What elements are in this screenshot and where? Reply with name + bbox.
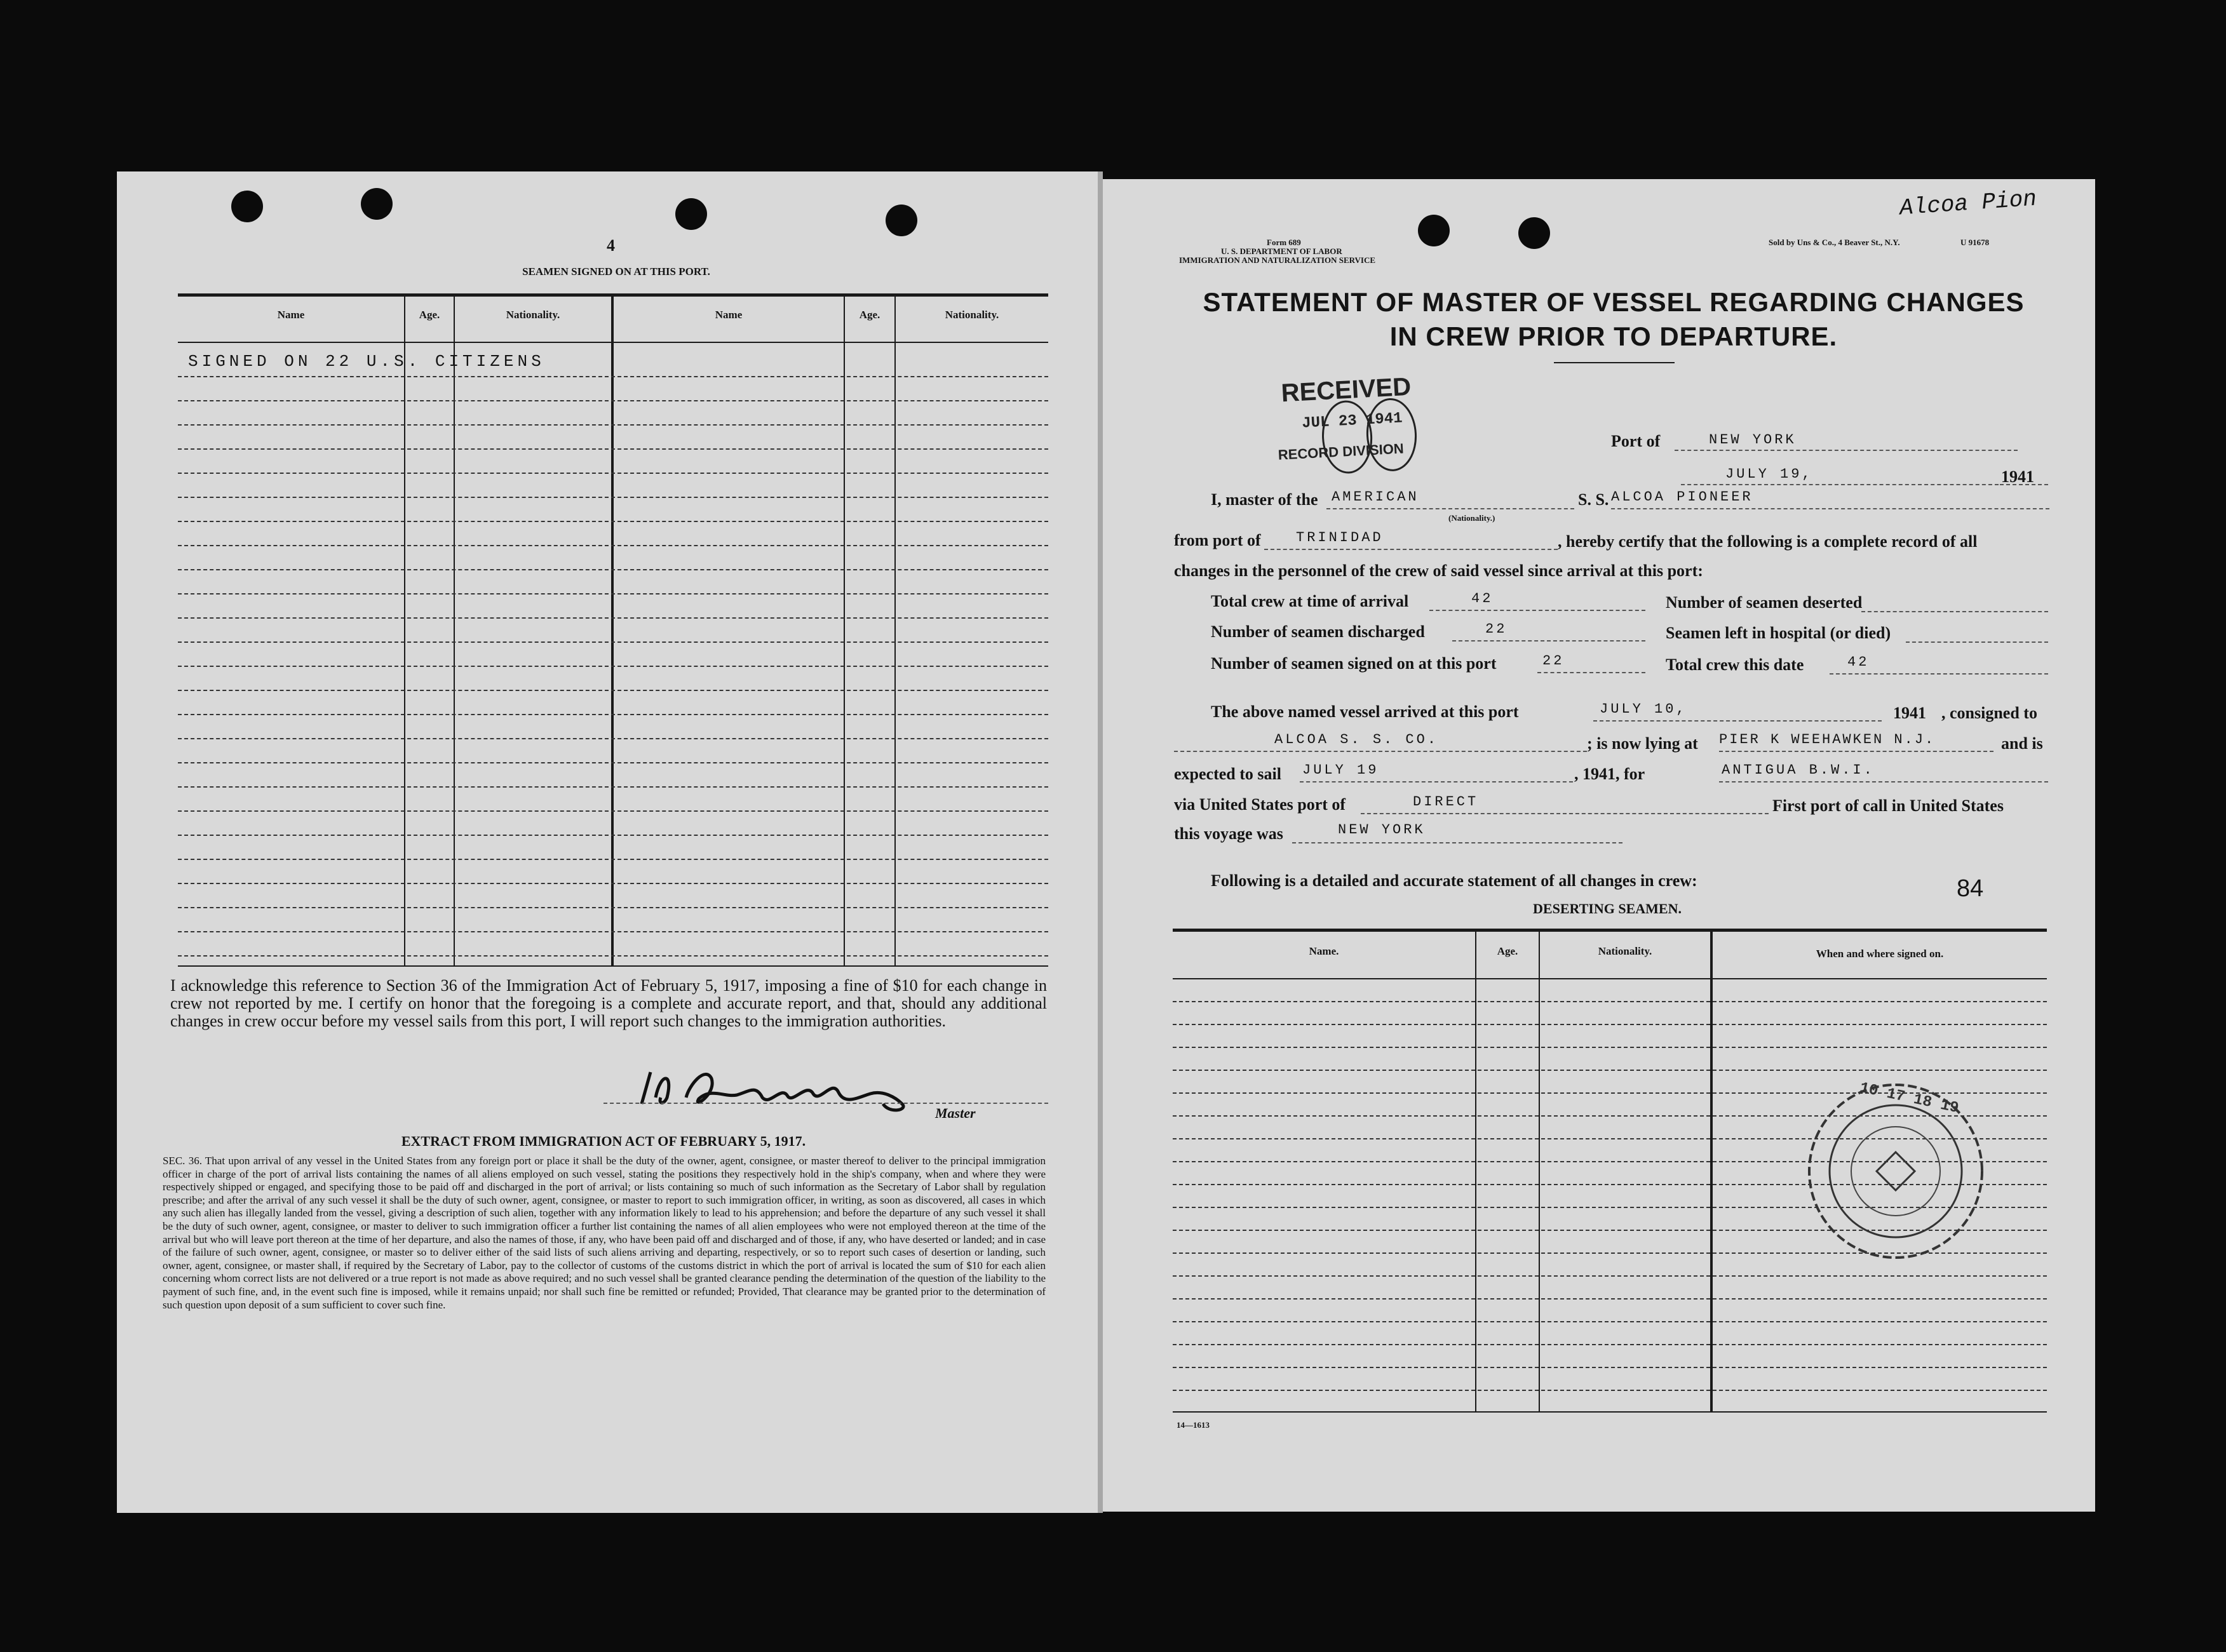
col-header-name: Name — [277, 309, 305, 321]
col-divider — [894, 296, 896, 967]
port-value: NEW YORK — [1709, 432, 1797, 448]
expected-line — [1300, 781, 1573, 782]
punch-hole — [361, 188, 393, 220]
expected-label: expected to sail — [1174, 765, 1281, 783]
vessel-line — [1611, 508, 2049, 509]
first-port-label: First port of call in United States — [1772, 796, 2004, 815]
discharged-label: Number of seamen discharged — [1211, 622, 1425, 641]
nationality-value: AMERICAN — [1332, 489, 1419, 505]
lying-label: ; is now lying at — [1587, 734, 1698, 753]
vessel-prefix: S. S. — [1578, 490, 1609, 509]
col-divider — [844, 296, 845, 967]
form-number: Form 689 — [1267, 238, 1301, 247]
department-name: U. S. DEPARTMENT OF LABOR — [1221, 246, 1342, 256]
extract-title: EXTRACT FROM IMMIGRATION ACT OF FEBRUARY 5, 1917. — [401, 1133, 806, 1149]
signed-on-entry: SIGNED ON 22 U.S. CITIZENS — [188, 352, 545, 371]
total-crew-arrival-label: Total crew at time of arrival — [1211, 592, 1409, 610]
round-date-stamp — [1800, 1076, 1991, 1266]
nationality-caption: (Nationality.) — [1448, 513, 1495, 523]
signed-on-label: Number of seamen signed on at this port — [1211, 654, 1497, 673]
changes-text: changes in the personnel of the crew of said vessel since arrival at this port: — [1174, 561, 1703, 580]
destination-value: ANTIGUA B.W.I. — [1722, 762, 1875, 778]
col-header-name: Name — [715, 309, 743, 321]
form-code: U 91678 — [1960, 238, 1990, 247]
expected-year: , 1941, for — [1574, 765, 1645, 783]
right-col-divider — [1475, 931, 1476, 1413]
voyage-label: this voyage was — [1174, 824, 1283, 843]
signed-on-value: 22 — [1542, 653, 1565, 669]
page-mark: 84 — [1957, 875, 1984, 902]
page-number: 4 — [607, 236, 615, 255]
arrived-value: JULY 10, — [1600, 701, 1687, 717]
and-is: and is — [2001, 734, 2043, 753]
extract-body: SEC. 36. That upon arrival of any vessel in the United States from any foreign port or place it shall be the duty of the owner, agent, consignee, or master thereof to deliver to the principal immigration officer in charge of the port of arrival lists containing the names of all aliens employed on such vessel, stating the positions they respectively hold in the ship's company, when and where they were respectively shipped or engaged, and specifying those to be paid off and discharged in the port of arrival; or lists containing so much of such information as the Secretary of Labor shall by regulation prescribe; and after the arrival of any such vessel it shall be the duty of such owner, agent, consignee, or master to report to such immigration officer, in writing, as soon as discovered, all cases in which any such alien has illegally landed from the vessel, giving a description of such alien, together with any information likely to lead to his apprehension; and before the departure of any such vessel it shall be the duty of such owner, agent, consignee, or master to deliver to such immigration officer a further list containing the names of all alien employees who were not employed thereon at the time of the arrival but who will leave port thereon at the time of her departure, and also the names of those, if any, who have been paid off and discharged and of those, if any, who have deserted or landed; and in case of the failure of such owner, agent, consignee, or master so to deliver either of the said lists of such aliens arriving and departing, respectively, or so to report such cases of desertion or landing, such owner, agent, consignee, or master shall, if required by the Secretary of Labor, pay to the collector of customs of the customs district in which the port of arrival is located the sum of $10 for each alien concerning whom correct lists are not delivered or a true report is not made as above required; and no such vessel shall be granted clearance pending the determination of the question of the liability to the payment of such fine, and, in the event such fine is imposed, while it remains unpaid; nor shall such fine be remitted or refunded; Provided, That clearance may be granted prior to the determination of such question upon deposit of a sum sufficient to cover such fine. — [163, 1155, 1046, 1311]
discharged-value: 22 — [1485, 621, 1508, 637]
lying-line — [1719, 751, 1993, 752]
signature-caption: Master — [935, 1105, 976, 1121]
date-year-line — [2000, 484, 2048, 485]
right-col-divider — [1710, 931, 1713, 1413]
date-line — [1681, 484, 1999, 485]
consignee-value: ALCOA S. S. CO. — [1274, 732, 1439, 748]
nationality-line — [1326, 508, 1574, 509]
port-label: Port of — [1611, 432, 1661, 450]
punch-hole — [1418, 215, 1450, 246]
right-table-top-rule — [1173, 929, 2047, 932]
arrived-label: The above named vessel arrived at this port — [1211, 702, 1519, 721]
received-stamp-division: RECORD DIVISION — [1278, 440, 1405, 463]
certify-text: , hereby certify that the following is a complete record of all — [1558, 532, 1978, 551]
lying-value: PIER K WEEHAWKEN N.J. — [1719, 732, 1936, 748]
signed-on-line — [1537, 672, 1645, 673]
col-header-age: Age. — [419, 309, 440, 321]
following-text: Following is a detailed and accurate statement of all changes in crew: — [1211, 871, 1697, 890]
total-crew-date-label: Total crew this date — [1666, 655, 1804, 674]
col-header-age: Age. — [1497, 945, 1518, 957]
voyage-line — [1292, 842, 1622, 843]
left-page — [117, 171, 1100, 1513]
received-stamp-date: JUL 23 1941 — [1301, 410, 1403, 433]
from-port-label: from port of — [1174, 531, 1261, 549]
total-crew-arrival-value: 42 — [1471, 591, 1494, 607]
deserted-line — [1861, 611, 2048, 612]
from-port-value: TRINIDAD — [1296, 530, 1384, 546]
section-title: SEAMEN SIGNED ON AT THIS PORT. — [522, 265, 710, 278]
consignee-line — [1174, 751, 1587, 752]
expected-value: JULY 19 — [1302, 762, 1379, 778]
master-label: I, master of the — [1211, 490, 1318, 509]
punch-hole — [1518, 217, 1550, 249]
hospital-label: Seamen left in hospital (or died) — [1666, 624, 1891, 642]
deserted-label: Number of seamen deserted — [1666, 593, 1863, 612]
round-stamp-text: 10 17 18 19 — [1858, 1079, 1960, 1118]
via-value: DIRECT — [1413, 794, 1479, 810]
from-port-line — [1264, 549, 1558, 550]
service-name: IMMIGRATION AND NATURALIZATION SERVICE — [1179, 255, 1376, 265]
total-crew-arrival-line — [1429, 610, 1645, 611]
printer-credit: Sold by Uns & Co., 4 Beaver St., N.Y. — [1769, 238, 1900, 247]
right-table-bottom-rule — [1173, 1411, 2047, 1413]
page-fold — [1098, 171, 1103, 1513]
punch-hole — [886, 205, 917, 236]
col-header-when-where: When and where signed on. — [1816, 948, 1944, 960]
arrived-line — [1593, 720, 1882, 722]
form-title-line-2: IN CREW PRIOR TO DEPARTURE. — [1389, 321, 1838, 351]
port-line — [1675, 450, 2018, 451]
acknowledgement-text: I acknowledge this reference to Section 36 of the Immigration Act of February 5, 1917, imposing a fine of $10 for each change in crew not reported by me. I certify on honor that the foregoing is a complete and accurate report, and that, should any additional changes in crew occur before my vessel sails from this port, I will report such changes to the immigration authorities. — [170, 976, 1047, 1030]
handwritten-note: Alcoa Pion — [1898, 185, 2038, 222]
form-title-line-1: STATEMENT OF MASTER OF VESSEL REGARDING CHANGES — [1203, 287, 2025, 317]
arrived-year: 1941 — [1893, 704, 1926, 722]
col-header-nationality: Nationality. — [506, 309, 560, 321]
total-crew-date-value: 42 — [1847, 654, 1870, 670]
date-year: 1941 — [2001, 467, 2034, 486]
col-header-nationality: Nationality. — [1598, 945, 1652, 957]
right-page — [1100, 179, 2095, 1512]
consigned-label: , consigned to — [1941, 704, 2037, 722]
voyage-value: NEW YORK — [1338, 822, 1426, 838]
right-col-divider — [1539, 931, 1540, 1413]
via-line — [1361, 813, 1769, 814]
col-header-nationality: Nationality. — [945, 309, 999, 321]
signature-line — [604, 1103, 1048, 1104]
vessel-name: ALCOA PIONEER — [1611, 489, 1753, 505]
destination-line — [1719, 781, 2048, 782]
footer-code: 14—1613 — [1177, 1420, 1210, 1430]
date-value: JULY 19, — [1725, 466, 1813, 482]
hospital-line — [1906, 641, 2048, 643]
punch-hole — [231, 191, 263, 222]
received-stamp-title: RECEIVED — [1280, 372, 1412, 408]
col-divider — [611, 296, 614, 967]
col-divider — [404, 296, 405, 967]
total-crew-date-line — [1830, 673, 2048, 675]
deserting-title: DESERTING SEAMEN. — [1533, 901, 1682, 917]
col-header-age: Age. — [859, 309, 880, 321]
via-label: via United States port of — [1174, 795, 1346, 814]
col-divider — [454, 296, 455, 967]
col-header-name: Name. — [1309, 945, 1339, 957]
discharged-line — [1452, 640, 1645, 641]
received-stamp — [1274, 367, 1470, 491]
title-underline — [1554, 362, 1675, 363]
master-signature — [629, 1059, 934, 1117]
right-table-header-rule — [1173, 978, 2047, 979]
punch-hole — [675, 198, 707, 230]
